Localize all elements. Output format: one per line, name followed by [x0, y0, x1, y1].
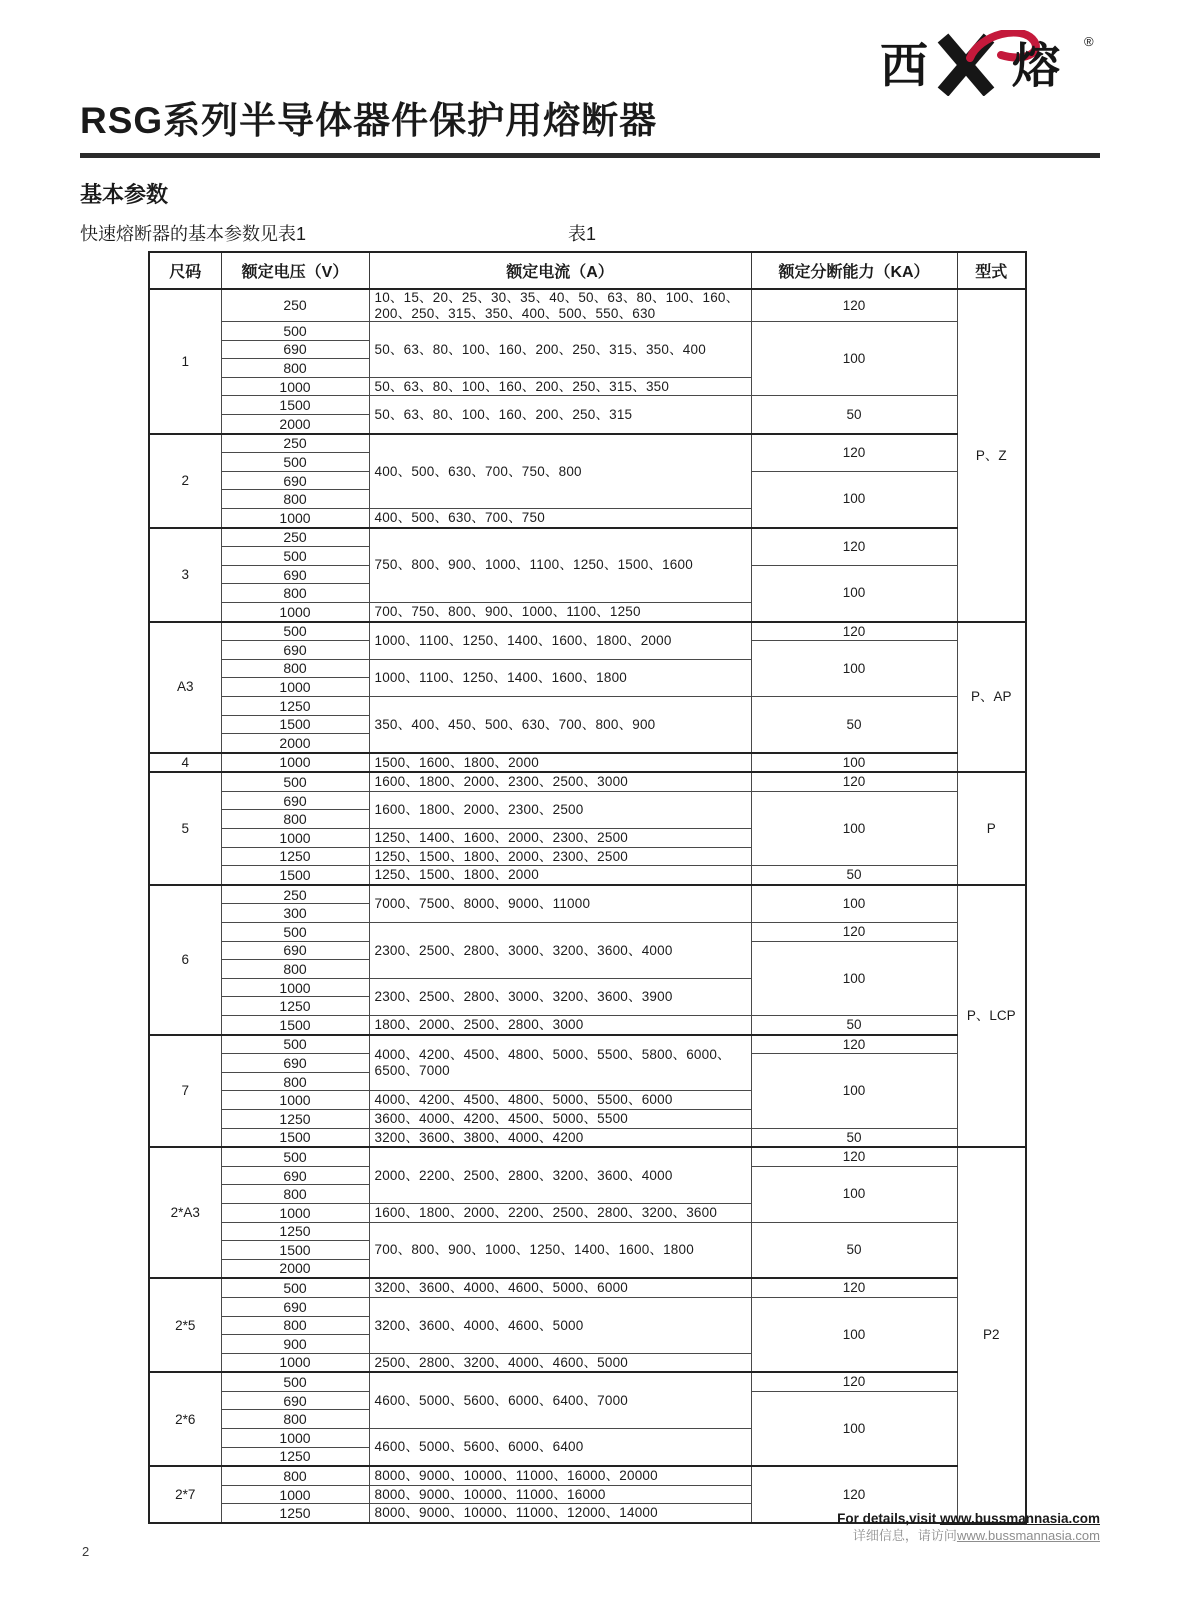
- current-cell: 1500、1600、1800、2000: [369, 753, 751, 773]
- size-cell: A3: [149, 622, 221, 753]
- current-cell: 50、63、80、100、160、200、250、315: [369, 396, 751, 434]
- current-cell: 8000、9000、10000、11000、12000、14000: [369, 1504, 751, 1523]
- current-cell: 2000、2200、2500、2800、3200、3600、4000: [369, 1147, 751, 1203]
- size-cell: 7: [149, 1035, 221, 1148]
- footer-cn-prefix: 详细信息，请访问: [852, 1528, 957, 1543]
- voltage-cell: 1000: [221, 508, 369, 527]
- current-cell: 1250、1500、1800、2000: [369, 866, 751, 885]
- voltage-cell: 690: [221, 941, 369, 960]
- breaking-capacity-cell: 100: [751, 1297, 957, 1372]
- breaking-capacity-cell: 100: [751, 885, 957, 923]
- breaking-capacity-cell: 120: [751, 528, 957, 566]
- breaking-capacity-cell: 120: [751, 1035, 957, 1054]
- current-cell: 1600、1800、2000、2300、2500: [369, 791, 751, 828]
- breaking-capacity-cell: 100: [751, 471, 957, 527]
- voltage-cell: 1000: [221, 829, 369, 848]
- voltage-cell: 800: [221, 1410, 369, 1429]
- voltage-cell: 1000: [221, 602, 369, 621]
- breaking-capacity-cell: 100: [751, 1054, 957, 1128]
- breaking-capacity-cell: 100: [751, 1166, 957, 1222]
- breaking-capacity-cell: 50: [751, 1128, 957, 1147]
- current-cell: 1000、1100、1250、1400、1600、1800、2000: [369, 622, 751, 660]
- voltage-cell: 500: [221, 322, 369, 341]
- current-cell: 7000、7500、8000、9000、11000: [369, 885, 751, 923]
- footer-en-prefix: For details,visit: [837, 1511, 940, 1526]
- voltage-cell: 500: [221, 453, 369, 472]
- current-cell: 4000、4200、4500、4800、5000、5500、5800、6000、6500、7000: [369, 1035, 751, 1091]
- voltage-cell: 690: [221, 471, 369, 490]
- voltage-cell: 800: [221, 810, 369, 829]
- voltage-cell: 1000: [221, 678, 369, 697]
- voltage-cell: 250: [221, 434, 369, 453]
- current-cell: 1250、1500、1800、2000、2300、2500: [369, 847, 751, 866]
- breaking-capacity-cell: 120: [751, 434, 957, 472]
- voltage-cell: 1000: [221, 1429, 369, 1448]
- current-cell: 2300、2500、2800、3000、3200、3600、3900: [369, 978, 751, 1015]
- voltage-cell: 1500: [221, 1016, 369, 1035]
- footer-url-en[interactable]: www.bussmannasia.com: [939, 1511, 1100, 1526]
- page-footer: [837, 1510, 1100, 1544]
- voltage-cell: 1500: [221, 866, 369, 885]
- voltage-cell: 2000: [221, 415, 369, 434]
- voltage-cell: 1000: [221, 1485, 369, 1504]
- voltage-cell: 250: [221, 528, 369, 547]
- voltage-cell: 500: [221, 1278, 369, 1297]
- intro-text: 快速熔断器的基本参数见表1: [80, 224, 307, 244]
- breaking-capacity-cell: 120: [751, 772, 957, 791]
- brand-logo: [80, 30, 1100, 98]
- voltage-cell: 690: [221, 1166, 369, 1185]
- breaking-capacity-cell: 120: [751, 1466, 957, 1523]
- voltage-cell: 1000: [221, 978, 369, 997]
- voltage-cell: 900: [221, 1335, 369, 1354]
- breaking-capacity-cell: 100: [751, 1391, 957, 1466]
- voltage-cell: 1000: [221, 1353, 369, 1372]
- title-divider: [80, 153, 1100, 158]
- current-cell: 3600、4000、4200、4500、5000、5500: [369, 1109, 751, 1128]
- voltage-cell: 800: [221, 1466, 369, 1485]
- voltage-cell: 800: [221, 1072, 369, 1091]
- size-cell: 1: [149, 289, 221, 434]
- breaking-capacity-cell: 120: [751, 923, 957, 942]
- type-cell: P: [957, 772, 1026, 885]
- voltage-cell: 500: [221, 923, 369, 942]
- breaking-capacity-cell: 50: [751, 866, 957, 885]
- current-cell: 3200、3600、4000、4600、5000: [369, 1297, 751, 1353]
- current-cell: 3200、3600、3800、4000、4200: [369, 1128, 751, 1147]
- current-cell: 400、500、630、700、750: [369, 508, 751, 527]
- table-caption: 表1: [568, 224, 597, 244]
- voltage-cell: 690: [221, 791, 369, 810]
- voltage-cell: 500: [221, 772, 369, 791]
- voltage-cell: 1000: [221, 1203, 369, 1222]
- column-header: 型式: [957, 252, 1026, 289]
- breaking-capacity-cell: 120: [751, 1278, 957, 1297]
- table-intro: [80, 223, 1100, 245]
- size-cell: 2*7: [149, 1466, 221, 1523]
- footer-line-cn: [837, 1527, 1100, 1544]
- breaking-capacity-cell: 120: [751, 1147, 957, 1166]
- breaking-capacity-cell: 120: [751, 622, 957, 641]
- voltage-cell: 1250: [221, 1504, 369, 1523]
- voltage-cell: 1000: [221, 1091, 369, 1110]
- parameters-table: [148, 251, 1027, 1524]
- column-header: 额定分断能力（KA）: [751, 252, 957, 289]
- current-cell: 1000、1100、1250、1400、1600、1800: [369, 659, 751, 696]
- size-cell: 2*A3: [149, 1147, 221, 1278]
- current-cell: 8000、9000、10000、11000、16000: [369, 1485, 751, 1504]
- current-cell: 350、400、450、500、630、700、800、900: [369, 696, 751, 752]
- voltage-cell: 800: [221, 490, 369, 509]
- size-cell: 6: [149, 885, 221, 1035]
- column-header: 额定电压（V）: [221, 252, 369, 289]
- size-cell: 5: [149, 772, 221, 885]
- current-cell: 1800、2000、2500、2800、3000: [369, 1016, 751, 1035]
- size-cell: 2*5: [149, 1278, 221, 1372]
- footer-url-cn[interactable]: www.bussmannasia.com: [956, 1528, 1100, 1543]
- current-cell: 10、15、20、25、30、35、40、50、63、80、100、160、200、250、315、350、400、500、550、630: [369, 289, 751, 322]
- breaking-capacity-cell: 100: [751, 565, 957, 621]
- page-number: 2: [82, 1544, 90, 1559]
- voltage-cell: 690: [221, 1391, 369, 1410]
- current-cell: 700、750、800、900、1000、1100、1250: [369, 602, 751, 621]
- current-cell: 8000、9000、10000、11000、16000、20000: [369, 1466, 751, 1485]
- voltage-cell: 690: [221, 1054, 369, 1073]
- voltage-cell: 2000: [221, 734, 369, 753]
- current-cell: 4600、5000、5600、6000、6400、7000: [369, 1372, 751, 1428]
- table-body: [149, 289, 1026, 1523]
- voltage-cell: 2000: [221, 1259, 369, 1278]
- voltage-cell: 690: [221, 1297, 369, 1316]
- voltage-cell: 1250: [221, 1222, 369, 1241]
- breaking-capacity-cell: 100: [751, 322, 957, 396]
- type-cell: P2: [957, 1147, 1026, 1523]
- voltage-cell: 500: [221, 1372, 369, 1391]
- voltage-cell: 800: [221, 359, 369, 378]
- voltage-cell: 1000: [221, 753, 369, 773]
- type-cell: P、AP: [957, 622, 1026, 773]
- breaking-capacity-cell: 100: [751, 641, 957, 697]
- footer-line-en: [837, 1510, 1100, 1527]
- voltage-cell: 1250: [221, 847, 369, 866]
- current-cell: 1600、1800、2000、2200、2500、2800、3200、3600: [369, 1203, 751, 1222]
- current-cell: 50、63、80、100、160、200、250、315、350: [369, 377, 751, 396]
- voltage-cell: 800: [221, 584, 369, 603]
- voltage-cell: 800: [221, 960, 369, 979]
- breaking-capacity-cell: 50: [751, 396, 957, 434]
- voltage-cell: 1250: [221, 1447, 369, 1466]
- voltage-cell: 1500: [221, 1241, 369, 1260]
- logo-graphic: [880, 30, 1100, 96]
- type-cell: P、LCP: [957, 885, 1026, 1147]
- voltage-cell: 800: [221, 659, 369, 678]
- voltage-cell: 1000: [221, 377, 369, 396]
- voltage-cell: 690: [221, 641, 369, 660]
- current-cell: 1250、1400、1600、2000、2300、2500: [369, 829, 751, 848]
- voltage-cell: 800: [221, 1185, 369, 1204]
- voltage-cell: 1250: [221, 696, 369, 715]
- breaking-capacity-cell: 100: [751, 791, 957, 865]
- logo-text-rong: 熔: [1012, 40, 1061, 93]
- voltage-cell: 250: [221, 885, 369, 904]
- current-cell: 400、500、630、700、750、800: [369, 434, 751, 509]
- current-cell: 2300、2500、2800、3000、3200、3600、4000: [369, 923, 751, 979]
- voltage-cell: 300: [221, 904, 369, 923]
- breaking-capacity-cell: 120: [751, 289, 957, 322]
- size-cell: 4: [149, 753, 221, 773]
- voltage-cell: 500: [221, 547, 369, 566]
- current-cell: 750、800、900、1000、1100、1250、1500、1600: [369, 528, 751, 603]
- voltage-cell: 1250: [221, 997, 369, 1016]
- size-cell: 3: [149, 528, 221, 622]
- current-cell: 50、63、80、100、160、200、250、315、350、400: [369, 322, 751, 378]
- current-cell: 4600、5000、5600、6000、6400: [369, 1429, 751, 1467]
- table-header-row: [149, 252, 1026, 289]
- breaking-capacity-cell: 100: [751, 941, 957, 1015]
- breaking-capacity-cell: 50: [751, 1016, 957, 1035]
- voltage-cell: 1500: [221, 715, 369, 734]
- current-cell: 4000、4200、4500、4800、5000、5500、6000: [369, 1091, 751, 1110]
- voltage-cell: 1500: [221, 396, 369, 415]
- breaking-capacity-cell: 50: [751, 1222, 957, 1278]
- voltage-cell: 690: [221, 565, 369, 584]
- voltage-cell: 1250: [221, 1109, 369, 1128]
- voltage-cell: 250: [221, 289, 369, 322]
- breaking-capacity-cell: 50: [751, 696, 957, 752]
- current-cell: 700、800、900、1000、1250、1400、1600、1800: [369, 1222, 751, 1278]
- breaking-capacity-cell: 100: [751, 753, 957, 773]
- column-header: 额定电流（A）: [369, 252, 751, 289]
- current-cell: 2500、2800、3200、4000、4600、5000: [369, 1353, 751, 1372]
- size-cell: 2*6: [149, 1372, 221, 1466]
- registered-mark: ®: [1084, 34, 1094, 49]
- voltage-cell: 500: [221, 1147, 369, 1166]
- breaking-capacity-cell: 120: [751, 1372, 957, 1391]
- column-header: 尺码: [149, 252, 221, 289]
- size-cell: 2: [149, 434, 221, 528]
- current-cell: 1600、1800、2000、2300、2500、3000: [369, 772, 751, 791]
- logo-text-xi: 西: [880, 40, 929, 93]
- section-heading: 基本参数: [80, 182, 169, 207]
- voltage-cell: 690: [221, 340, 369, 359]
- voltage-cell: 1500: [221, 1128, 369, 1147]
- page-title: RSG系列半导体器件保护用熔断器: [80, 100, 658, 141]
- voltage-cell: 500: [221, 622, 369, 641]
- voltage-cell: 500: [221, 1035, 369, 1054]
- voltage-cell: 800: [221, 1316, 369, 1335]
- current-cell: 3200、3600、4000、4600、5000、6000: [369, 1278, 751, 1297]
- type-cell: P、Z: [957, 289, 1026, 622]
